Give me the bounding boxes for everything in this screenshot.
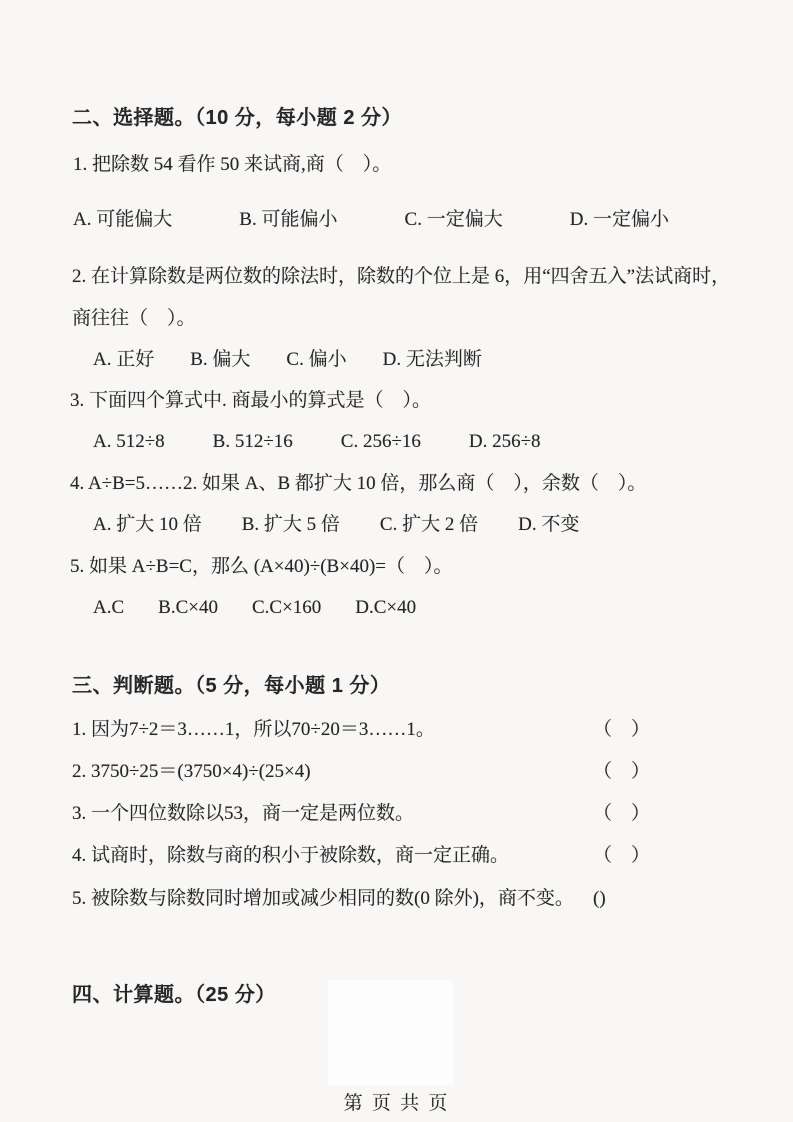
- choice-q5-option-d: D.C×40: [355, 597, 417, 618]
- answer-bracket: （ ）: [593, 845, 651, 866]
- choice-q4-stem: 4. A÷B=5……2. 如果 A、B 都扩大 10 倍，那么商（ ），余数（ ）。: [70, 473, 647, 494]
- choice-q1-option-c: C. 一定偏大: [404, 209, 503, 230]
- choice-q5-option-a: A.C: [93, 597, 125, 618]
- choice-q2-stem-line1: 2. 在计算除数是两位数的除法时，除数的个位上是 6，用“四舍五入”法试商时，: [72, 266, 731, 287]
- choice-q2-option-d: D. 无法判断: [382, 349, 482, 370]
- choice-q2-option-b: B. 偏大: [190, 349, 251, 370]
- choice-q3-options: [93, 430, 541, 453]
- choice-q2-option-a: A. 正好: [93, 349, 155, 370]
- choice-q4-option-d: D. 不变: [518, 514, 580, 535]
- judge-item-3: [72, 802, 724, 825]
- choice-q3-option-d: D. 256÷8: [468, 431, 541, 452]
- answer-bracket: （ ）: [593, 761, 651, 782]
- page-footer: 第 页 共 页: [343, 1093, 450, 1114]
- judge-item-1: [72, 718, 724, 741]
- section-judge-heading: 三、判断题。（5 分，每小题 1 分）: [72, 675, 391, 697]
- answer-bracket: （ ）: [593, 803, 651, 824]
- choice-q3-option-b: B. 512÷16: [212, 431, 293, 452]
- judge-item-text: 2. 3750÷25＝(3750×4)÷(25×4): [72, 761, 311, 782]
- choice-q1-options: [73, 208, 669, 231]
- choice-q1-option-a: A. 可能偏大: [73, 209, 173, 230]
- choice-q1-option-d: D. 一定偏小: [569, 209, 669, 230]
- choice-q1-stem: 1. 把除数 54 看作 50 来试商,商（ ）。: [73, 154, 392, 175]
- judge-item-text: 5. 被除数与除数同时增加或减少相同的数(0 除外)，商不变。: [72, 888, 574, 909]
- choice-q3-option-c: C. 256÷16: [340, 431, 421, 452]
- judge-item-2: [72, 760, 724, 783]
- section-choice-heading: 二、选择题。（10 分，每小题 2 分）: [72, 107, 403, 129]
- judge-item-5: [72, 887, 724, 910]
- section-calc-heading: 四、计算题。（25 分）: [72, 984, 276, 1006]
- choice-q2-stem-line2: 商往往（ ）。: [72, 308, 196, 329]
- judge-item-text: 3. 一个四位数除以53，商一定是两位数。: [72, 803, 415, 824]
- answer-bracket: (): [593, 888, 606, 909]
- choice-q1-option-b: B. 可能偏小: [239, 209, 338, 230]
- answer-bracket: （ ）: [593, 719, 651, 740]
- choice-q3-option-a: A. 512÷8: [93, 431, 165, 452]
- judge-item-text: 1. 因为7÷2＝3……1，所以70÷20＝3……1。: [72, 719, 435, 740]
- choice-q5-options: [93, 596, 416, 619]
- choice-q4-option-a: A. 扩大 10 倍: [93, 514, 202, 535]
- choice-q4-option-c: C. 扩大 2 倍: [379, 514, 479, 535]
- judge-item-text: 4. 试商时，除数与商的积小于被除数，商一定正确。: [72, 845, 510, 866]
- choice-q5-option-c: C.C×160: [251, 597, 322, 618]
- choice-q5-option-b: B.C×40: [158, 597, 218, 618]
- choice-q4-options: [93, 513, 579, 536]
- choice-q5-stem: 5. 如果 A÷B=C，那么 (A×40)÷(B×40)=（ ）。: [70, 556, 453, 577]
- choice-q2-option-c: C. 偏小: [286, 349, 347, 370]
- choice-q4-option-b: B. 扩大 5 倍: [241, 514, 340, 535]
- scan-white-patch: [328, 980, 453, 1085]
- choice-q3-stem: 3. 下面四个算式中. 商最小的算式是（ ）。: [70, 390, 432, 411]
- judge-item-4: [72, 844, 724, 867]
- choice-q2-options: [93, 348, 482, 371]
